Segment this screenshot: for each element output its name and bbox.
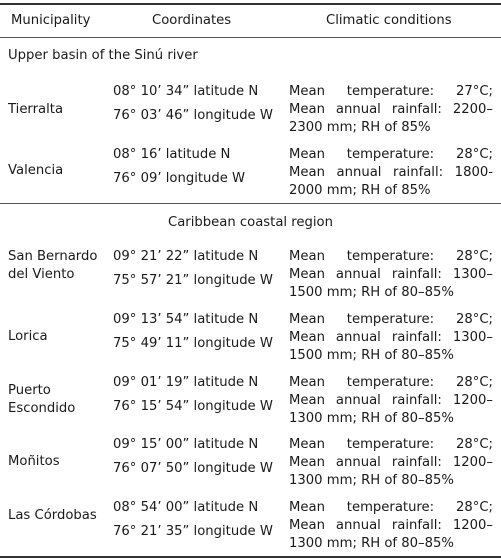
climate-cell: Mean temperature: 28°C; Mean annual rainfall: 1300–1500 mm; RH of 80–85% — [289, 249, 493, 300]
latitude-cell: 09° 13’ 54” latitude N — [113, 312, 259, 327]
climate-cell: Mean temperature: 28°C; Mean annual rainfall: 1200–1300 mm; RH of 80–85% — [289, 437, 493, 488]
latitude-cell: 08° 10’ 34” latitude N — [113, 84, 259, 99]
section-title-caribbean: Caribbean coastal region — [168, 215, 333, 230]
longitude-cell: 76° 03’ 46” longitude W — [113, 108, 273, 123]
municipality-cell: San Bernardo del Viento — [8, 249, 98, 282]
column-header-coordinates: Coordinates — [152, 13, 232, 28]
longitude-cell: 76° 15’ 54” longitude W — [113, 399, 273, 414]
climate-cell: Mean temperature: 28°C; Mean annual rainfall: 1200–1300 mm; RH of 80–85% — [289, 375, 493, 426]
column-header-climate: Climatic conditions — [326, 13, 452, 28]
table-top-rule — [0, 3, 501, 5]
latitude-cell: 09° 15’ 00” latitude N — [113, 437, 259, 452]
climate-cell: Mean temperature: 28°C; Mean annual rainfall: 1300–1500 mm; RH of 80–85% — [289, 312, 493, 363]
municipality-cell: Puerto Escondido — [8, 383, 76, 416]
longitude-cell: 75° 57’ 21” longitude W — [113, 273, 273, 288]
municipality-cell: Valencia — [8, 163, 64, 178]
longitude-cell: 76° 09’ longitude W — [113, 171, 246, 186]
municipality-cell: Tierralta — [8, 102, 64, 117]
latitude-cell: 09° 21’ 22” latitude N — [113, 249, 259, 264]
climate-cell: Mean temperature: 28°C; Mean annual rainfall: 1200–1300 mm; RH of 80–85% — [289, 500, 493, 551]
section-divider-rule — [0, 203, 501, 204]
municipality-cell: Las Córdobas — [8, 508, 97, 523]
latitude-cell: 08° 54’ 00” latitude N — [113, 500, 259, 515]
latitude-cell: 09° 01’ 19” latitude N — [113, 375, 259, 390]
column-header-municipality: Municipality — [11, 13, 91, 28]
header-rule — [0, 37, 501, 38]
municipality-cell: Lorica — [8, 329, 48, 344]
longitude-cell: 76° 21’ 35” longitude W — [113, 524, 273, 539]
longitude-cell: 75° 49’ 11” longitude W — [113, 336, 273, 351]
municipality-cell: Moñitos — [8, 454, 60, 469]
latitude-cell: 08° 16’ latitude N — [113, 147, 231, 162]
climate-cell: Mean temperature: 28°C; Mean annual rainfall: 1800-2000 mm; RH of 85% — [289, 147, 493, 198]
longitude-cell: 76° 07’ 50” longitude W — [113, 461, 273, 476]
section-title-upper-basin: Upper basin of the Sinú river — [8, 48, 198, 63]
table-bottom-rule — [0, 556, 501, 558]
climate-cell: Mean temperature: 27°C; Mean annual rainfall: 2200–2300 mm; RH of 85% — [289, 84, 493, 135]
